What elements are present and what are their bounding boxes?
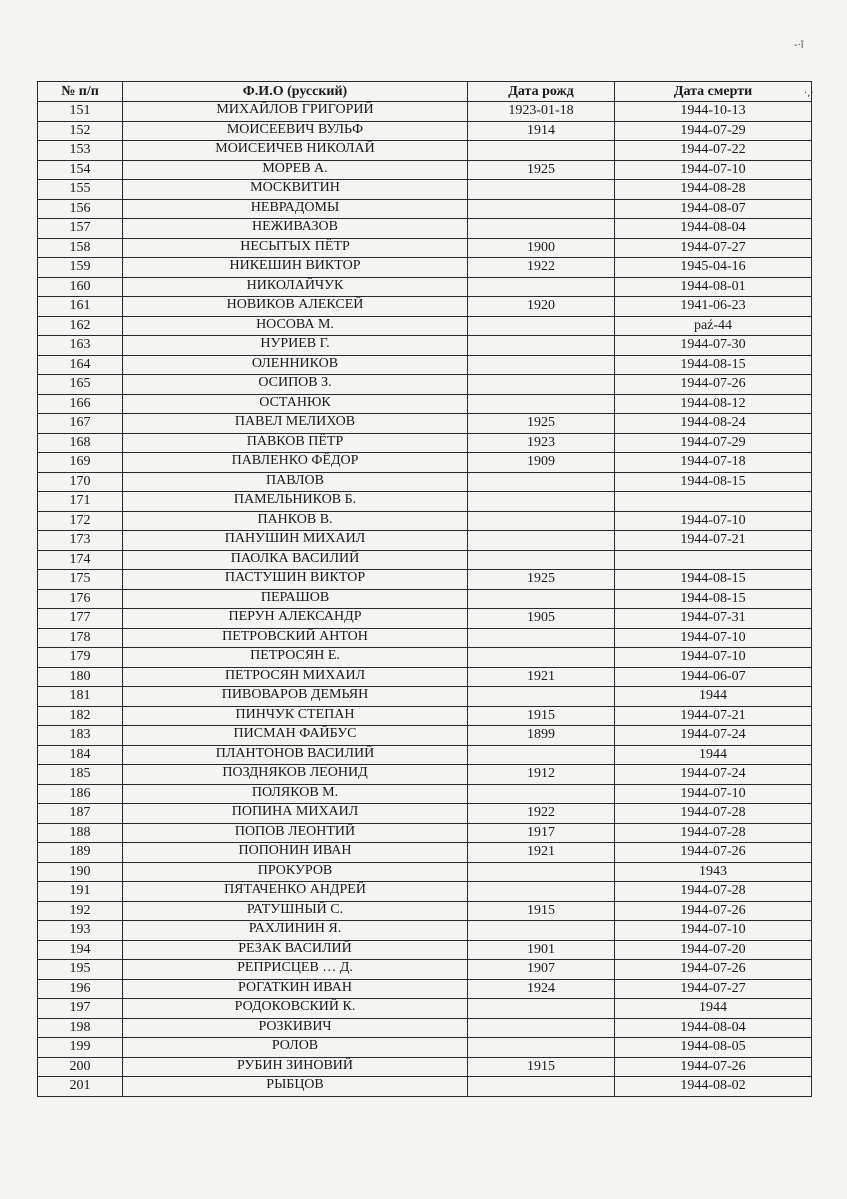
birth-date-cell: [468, 141, 615, 161]
full-name-cell: МОИСЕИЧЕВ НИКОЛАЙ: [123, 140, 468, 160]
death-date-cell: 1944-07-10: [615, 628, 812, 648]
row-number-cell: 185: [38, 765, 123, 785]
birth-date-cell: 1915: [468, 1057, 615, 1077]
death-date-cell: 1944-07-20: [615, 940, 812, 960]
table-row: [38, 141, 812, 161]
full-name-cell: РУБИН ЗИНОВИЙ: [123, 1056, 468, 1076]
death-date-cell: 1944-07-10: [615, 511, 812, 531]
row-number-cell: 178: [38, 628, 123, 648]
death-date-cell: 1944-08-15: [615, 472, 812, 492]
table-row: [38, 297, 812, 317]
birth-date-cell: 1924: [468, 979, 615, 999]
row-number-cell: 166: [38, 394, 123, 414]
full-name-cell: НОСОВА М.: [123, 315, 468, 335]
birth-date-cell: 1914: [468, 121, 615, 141]
death-date-cell: 1944-07-22: [615, 141, 812, 161]
row-number-cell: 181: [38, 687, 123, 707]
row-number-cell: 177: [38, 609, 123, 629]
table-row: [38, 706, 812, 726]
birth-date-cell: 1923-01-18: [468, 102, 615, 122]
table-row: [38, 453, 812, 473]
full-name-cell: ПЕТРОСЯН Е.: [123, 647, 468, 667]
birth-date-cell: 1901: [468, 940, 615, 960]
death-date-cell: 1944-10-13: [615, 102, 812, 122]
death-date-cell: 1944-07-21: [615, 531, 812, 551]
full-name-cell: РОЗКИВИЧ: [123, 1017, 468, 1037]
row-number-cell: 161: [38, 297, 123, 317]
table-row: [38, 1057, 812, 1077]
row-number-cell: 156: [38, 199, 123, 219]
table-row: [38, 180, 812, 200]
table-row: [38, 765, 812, 785]
full-name-cell: РЕЗАК ВАСИЛИЙ: [123, 939, 468, 959]
row-number-cell: 173: [38, 531, 123, 551]
full-name-cell: ПАВЛЕНКО ФЁДОР: [123, 452, 468, 472]
row-number-cell: 168: [38, 433, 123, 453]
full-name-cell: ПРОКУРОВ: [123, 861, 468, 881]
table-header: [38, 82, 812, 102]
birth-date-cell: 1915: [468, 706, 615, 726]
birth-date-cell: [468, 511, 615, 531]
full-name-cell: РОЛОВ: [123, 1037, 468, 1057]
row-number-cell: 200: [38, 1057, 123, 1077]
birth-date-cell: [468, 628, 615, 648]
death-date-cell: 1944-08-15: [615, 589, 812, 609]
full-name-cell: ПЕРАШОВ: [123, 588, 468, 608]
death-date-cell: 1944-07-26: [615, 375, 812, 395]
full-name-cell: ОСТАНЮК: [123, 393, 468, 413]
death-date-cell: 1944-08-02: [615, 1077, 812, 1097]
death-date-cell: 1944-07-28: [615, 804, 812, 824]
birth-date-cell: [468, 921, 615, 941]
row-number-cell: 159: [38, 258, 123, 278]
full-name-cell: ПАВЛОВ: [123, 471, 468, 491]
table-row: [38, 979, 812, 999]
table-row: [38, 121, 812, 141]
birth-date-cell: [468, 316, 615, 336]
birth-date-cell: [468, 277, 615, 297]
table-row: [38, 882, 812, 902]
scan-mark-top-right: -·ǐ: [794, 40, 804, 51]
birth-date-cell: [468, 589, 615, 609]
row-number-cell: 192: [38, 901, 123, 921]
death-date-cell: 1944-07-26: [615, 1057, 812, 1077]
birth-date-cell: 1899: [468, 726, 615, 746]
header-full-name: Ф.И.О (русский): [123, 82, 468, 102]
full-name-cell: МОСКВИТИН: [123, 179, 468, 199]
death-date-cell: 1944-07-29: [615, 121, 812, 141]
full-name-cell: ПАНУШИН МИХАИЛ: [123, 530, 468, 550]
header-birth-date: Дата рожд: [468, 82, 615, 102]
row-number-cell: 191: [38, 882, 123, 902]
death-date-cell: 1944-07-10: [615, 784, 812, 804]
row-number-cell: 160: [38, 277, 123, 297]
row-number-cell: 179: [38, 648, 123, 668]
full-name-cell: ПЯТАЧЕНКО АНДРЕЙ: [123, 881, 468, 901]
table-row: [38, 492, 812, 512]
table-row: [38, 784, 812, 804]
row-number-cell: 165: [38, 375, 123, 395]
birth-date-cell: 1925: [468, 414, 615, 434]
death-date-cell: 1945-04-16: [615, 258, 812, 278]
row-number-cell: 169: [38, 453, 123, 473]
row-number-cell: 157: [38, 219, 123, 239]
death-date-cell: 1944-08-05: [615, 1038, 812, 1058]
death-date-cell: 1944: [615, 687, 812, 707]
row-number-cell: 162: [38, 316, 123, 336]
table-row: [38, 609, 812, 629]
table-row: [38, 960, 812, 980]
header-row: [38, 82, 812, 102]
header-number: № п/п: [38, 82, 123, 102]
row-number-cell: 201: [38, 1077, 123, 1097]
full-name-cell: ПАВЕЛ МЕЛИХОВ: [123, 413, 468, 433]
full-name-cell: НУРИЕВ Г.: [123, 335, 468, 355]
birth-date-cell: [468, 1018, 615, 1038]
table-row: [38, 277, 812, 297]
birth-date-cell: 1900: [468, 238, 615, 258]
birth-date-cell: [468, 219, 615, 239]
table-row: [38, 355, 812, 375]
birth-date-cell: [468, 199, 615, 219]
full-name-cell: ПОПОНИН ИВАН: [123, 842, 468, 862]
table-row: [38, 1038, 812, 1058]
row-number-cell: 196: [38, 979, 123, 999]
table-row: [38, 648, 812, 668]
row-number-cell: 153: [38, 141, 123, 161]
birth-date-cell: [468, 648, 615, 668]
table-body: [38, 102, 812, 1097]
table-row: [38, 336, 812, 356]
table-row: [38, 219, 812, 239]
row-number-cell: 183: [38, 726, 123, 746]
table-row: [38, 901, 812, 921]
death-date-cell: 1944-08-12: [615, 394, 812, 414]
death-date-cell: 1944-08-01: [615, 277, 812, 297]
death-date-cell: 1944-07-24: [615, 726, 812, 746]
full-name-cell: РЕПРИСЦЕВ … Д.: [123, 959, 468, 979]
full-name-cell: НОВИКОВ АЛЕКСЕЙ: [123, 296, 468, 316]
birth-date-cell: 1925: [468, 570, 615, 590]
birth-date-cell: 1912: [468, 765, 615, 785]
full-name-cell: РОГАТКИН ИВАН: [123, 978, 468, 998]
birth-date-cell: [468, 472, 615, 492]
row-number-cell: 152: [38, 121, 123, 141]
table-row: [38, 745, 812, 765]
death-date-cell: 1941-06-23: [615, 297, 812, 317]
full-name-cell: ПОЛЯКОВ М.: [123, 783, 468, 803]
death-date-cell: 1944-08-15: [615, 355, 812, 375]
table-row: [38, 375, 812, 395]
birth-date-cell: [468, 375, 615, 395]
full-name-cell: ПАНКОВ В.: [123, 510, 468, 530]
row-number-cell: 154: [38, 160, 123, 180]
full-name-cell: ПИНЧУК СТЕПАН: [123, 705, 468, 725]
full-name-cell: ПАВКОВ ПЁТР: [123, 432, 468, 452]
row-number-cell: 199: [38, 1038, 123, 1058]
table-row: [38, 550, 812, 570]
table-row: [38, 628, 812, 648]
row-number-cell: 170: [38, 472, 123, 492]
birth-date-cell: 1905: [468, 609, 615, 629]
full-name-cell: РОДОКОВСКИЙ К.: [123, 998, 468, 1018]
row-number-cell: 171: [38, 492, 123, 512]
death-date-cell: 1944-08-24: [615, 414, 812, 434]
scan-mark-right: ·,·: [804, 88, 814, 99]
death-date-cell: 1944-07-18: [615, 453, 812, 473]
full-name-cell: МИХАЙЛОВ ГРИГОРИЙ: [123, 101, 468, 121]
table-row: [38, 687, 812, 707]
table-row: [38, 414, 812, 434]
full-name-cell: ПАОЛКА ВАСИЛИЙ: [123, 549, 468, 569]
table-row: [38, 570, 812, 590]
birth-date-cell: 1920: [468, 297, 615, 317]
birth-date-cell: [468, 1077, 615, 1097]
birth-date-cell: 1907: [468, 960, 615, 980]
table-row: [38, 1077, 812, 1097]
death-date-cell: 1944-07-28: [615, 823, 812, 843]
table-row: [38, 667, 812, 687]
table-row: [38, 160, 812, 180]
full-name-cell: НЕВРАДОМЫ: [123, 198, 468, 218]
table-row: [38, 823, 812, 843]
death-date-cell: 1944-07-27: [615, 238, 812, 258]
table-row: [38, 589, 812, 609]
birth-date-cell: [468, 745, 615, 765]
row-number-cell: 175: [38, 570, 123, 590]
full-name-cell: РЫБЦОВ: [123, 1076, 468, 1096]
row-number-cell: 174: [38, 550, 123, 570]
death-date-cell: 1944-07-29: [615, 433, 812, 453]
full-name-cell: ПЕТРОСЯН МИХАИЛ: [123, 666, 468, 686]
death-date-cell: 1944-07-28: [615, 882, 812, 902]
table-row: [38, 921, 812, 941]
table-row: [38, 199, 812, 219]
full-name-cell: РАТУШНЫЙ С.: [123, 900, 468, 920]
table-row: [38, 804, 812, 824]
death-date-cell: 1944-07-24: [615, 765, 812, 785]
row-number-cell: 184: [38, 745, 123, 765]
death-date-cell: 1944: [615, 745, 812, 765]
row-number-cell: 195: [38, 960, 123, 980]
death-date-cell: 1944-08-28: [615, 180, 812, 200]
full-name-cell: НЕЖИВАЗОВ: [123, 218, 468, 238]
death-date-cell: 1944-07-27: [615, 979, 812, 999]
row-number-cell: 172: [38, 511, 123, 531]
table-row: [38, 1018, 812, 1038]
row-number-cell: 151: [38, 102, 123, 122]
birth-date-cell: 1925: [468, 160, 615, 180]
death-date-cell: 1944-07-26: [615, 960, 812, 980]
table-row: [38, 940, 812, 960]
full-name-cell: ПЕРУН АЛЕКСАНДР: [123, 608, 468, 628]
row-number-cell: 182: [38, 706, 123, 726]
birth-date-cell: [468, 784, 615, 804]
death-date-cell: 1944: [615, 999, 812, 1019]
table-row: [38, 862, 812, 882]
row-number-cell: 186: [38, 784, 123, 804]
death-date-cell: [615, 550, 812, 570]
row-number-cell: 155: [38, 180, 123, 200]
full-name-cell: ПИСМАН ФАЙБУС: [123, 725, 468, 745]
full-name-cell: МОРЕВ А.: [123, 159, 468, 179]
table-row: [38, 433, 812, 453]
death-date-cell: 1944-07-10: [615, 648, 812, 668]
death-date-cell: 1944-07-30: [615, 336, 812, 356]
birth-date-cell: [468, 862, 615, 882]
table-row: [38, 511, 812, 531]
row-number-cell: 167: [38, 414, 123, 434]
full-name-cell: НИКЕШИН ВИКТОР: [123, 257, 468, 277]
row-number-cell: 187: [38, 804, 123, 824]
birth-date-cell: 1923: [468, 433, 615, 453]
burial-registry-table: [37, 81, 812, 1097]
table-row: [38, 394, 812, 414]
birth-date-cell: 1922: [468, 258, 615, 278]
death-date-cell: 1944-07-21: [615, 706, 812, 726]
birth-date-cell: [468, 336, 615, 356]
row-number-cell: 163: [38, 336, 123, 356]
death-date-cell: 1944-07-31: [615, 609, 812, 629]
table-row: [38, 258, 812, 278]
row-number-cell: 198: [38, 1018, 123, 1038]
table-row: [38, 999, 812, 1019]
full-name-cell: НИКОЛАЙЧУК: [123, 276, 468, 296]
full-name-cell: ПИВОВАРОВ ДЕМЬЯН: [123, 686, 468, 706]
full-name-cell: ОСИПОВ З.: [123, 374, 468, 394]
full-name-cell: МОИСЕЕВИЧ ВУЛЬФ: [123, 120, 468, 140]
row-number-cell: 176: [38, 589, 123, 609]
death-date-cell: [615, 492, 812, 512]
header-death-date: Дата смерти: [615, 82, 812, 102]
birth-date-cell: 1909: [468, 453, 615, 473]
full-name-cell: ПОПИНА МИХАИЛ: [123, 803, 468, 823]
table-row: [38, 843, 812, 863]
death-date-cell: 1943: [615, 862, 812, 882]
death-date-cell: 1944-08-15: [615, 570, 812, 590]
row-number-cell: 180: [38, 667, 123, 687]
row-number-cell: 193: [38, 921, 123, 941]
full-name-cell: ОЛЕННИКОВ: [123, 354, 468, 374]
death-date-cell: 1944-08-04: [615, 1018, 812, 1038]
row-number-cell: 164: [38, 355, 123, 375]
table-row: [38, 102, 812, 122]
full-name-cell: РАХЛИНИН Я.: [123, 920, 468, 940]
row-number-cell: 197: [38, 999, 123, 1019]
table-row: [38, 531, 812, 551]
table-row: [38, 726, 812, 746]
death-date-cell: 1944-06-07: [615, 667, 812, 687]
row-number-cell: 190: [38, 862, 123, 882]
full-name-cell: ПОЗДНЯКОВ ЛЕОНИД: [123, 764, 468, 784]
birth-date-cell: 1921: [468, 843, 615, 863]
death-date-cell: 1944-07-10: [615, 921, 812, 941]
birth-date-cell: 1915: [468, 901, 615, 921]
full-name-cell: ПАСТУШИН ВИКТОР: [123, 569, 468, 589]
birth-date-cell: [468, 355, 615, 375]
full-name-cell: ПАМЕЛЬНИКОВ Б.: [123, 491, 468, 511]
table-row: [38, 238, 812, 258]
row-number-cell: 194: [38, 940, 123, 960]
birth-date-cell: [468, 550, 615, 570]
birth-date-cell: [468, 882, 615, 902]
birth-date-cell: [468, 180, 615, 200]
full-name-cell: ПОПОВ ЛЕОНТИЙ: [123, 822, 468, 842]
death-date-cell: 1944-07-26: [615, 901, 812, 921]
birth-date-cell: 1921: [468, 667, 615, 687]
full-name-cell: НЕСЫТЫХ ПЁТР: [123, 237, 468, 257]
birth-date-cell: [468, 687, 615, 707]
death-date-cell: paź-44: [615, 316, 812, 336]
death-date-cell: 1944-08-07: [615, 199, 812, 219]
birth-date-cell: [468, 531, 615, 551]
death-date-cell: 1944-07-10: [615, 160, 812, 180]
full-name-cell: ПЕТРОВСКИЙ АНТОН: [123, 627, 468, 647]
table-row: [38, 472, 812, 492]
birth-date-cell: [468, 1038, 615, 1058]
birth-date-cell: 1922: [468, 804, 615, 824]
death-date-cell: 1944-07-26: [615, 843, 812, 863]
birth-date-cell: [468, 999, 615, 1019]
row-number-cell: 158: [38, 238, 123, 258]
row-number-cell: 189: [38, 843, 123, 863]
death-date-cell: 1944-08-04: [615, 219, 812, 239]
row-number-cell: 188: [38, 823, 123, 843]
birth-date-cell: [468, 394, 615, 414]
table-row: [38, 316, 812, 336]
full-name-cell: ПЛАНТОНОВ ВАСИЛИЙ: [123, 744, 468, 764]
birth-date-cell: [468, 492, 615, 512]
birth-date-cell: 1917: [468, 823, 615, 843]
